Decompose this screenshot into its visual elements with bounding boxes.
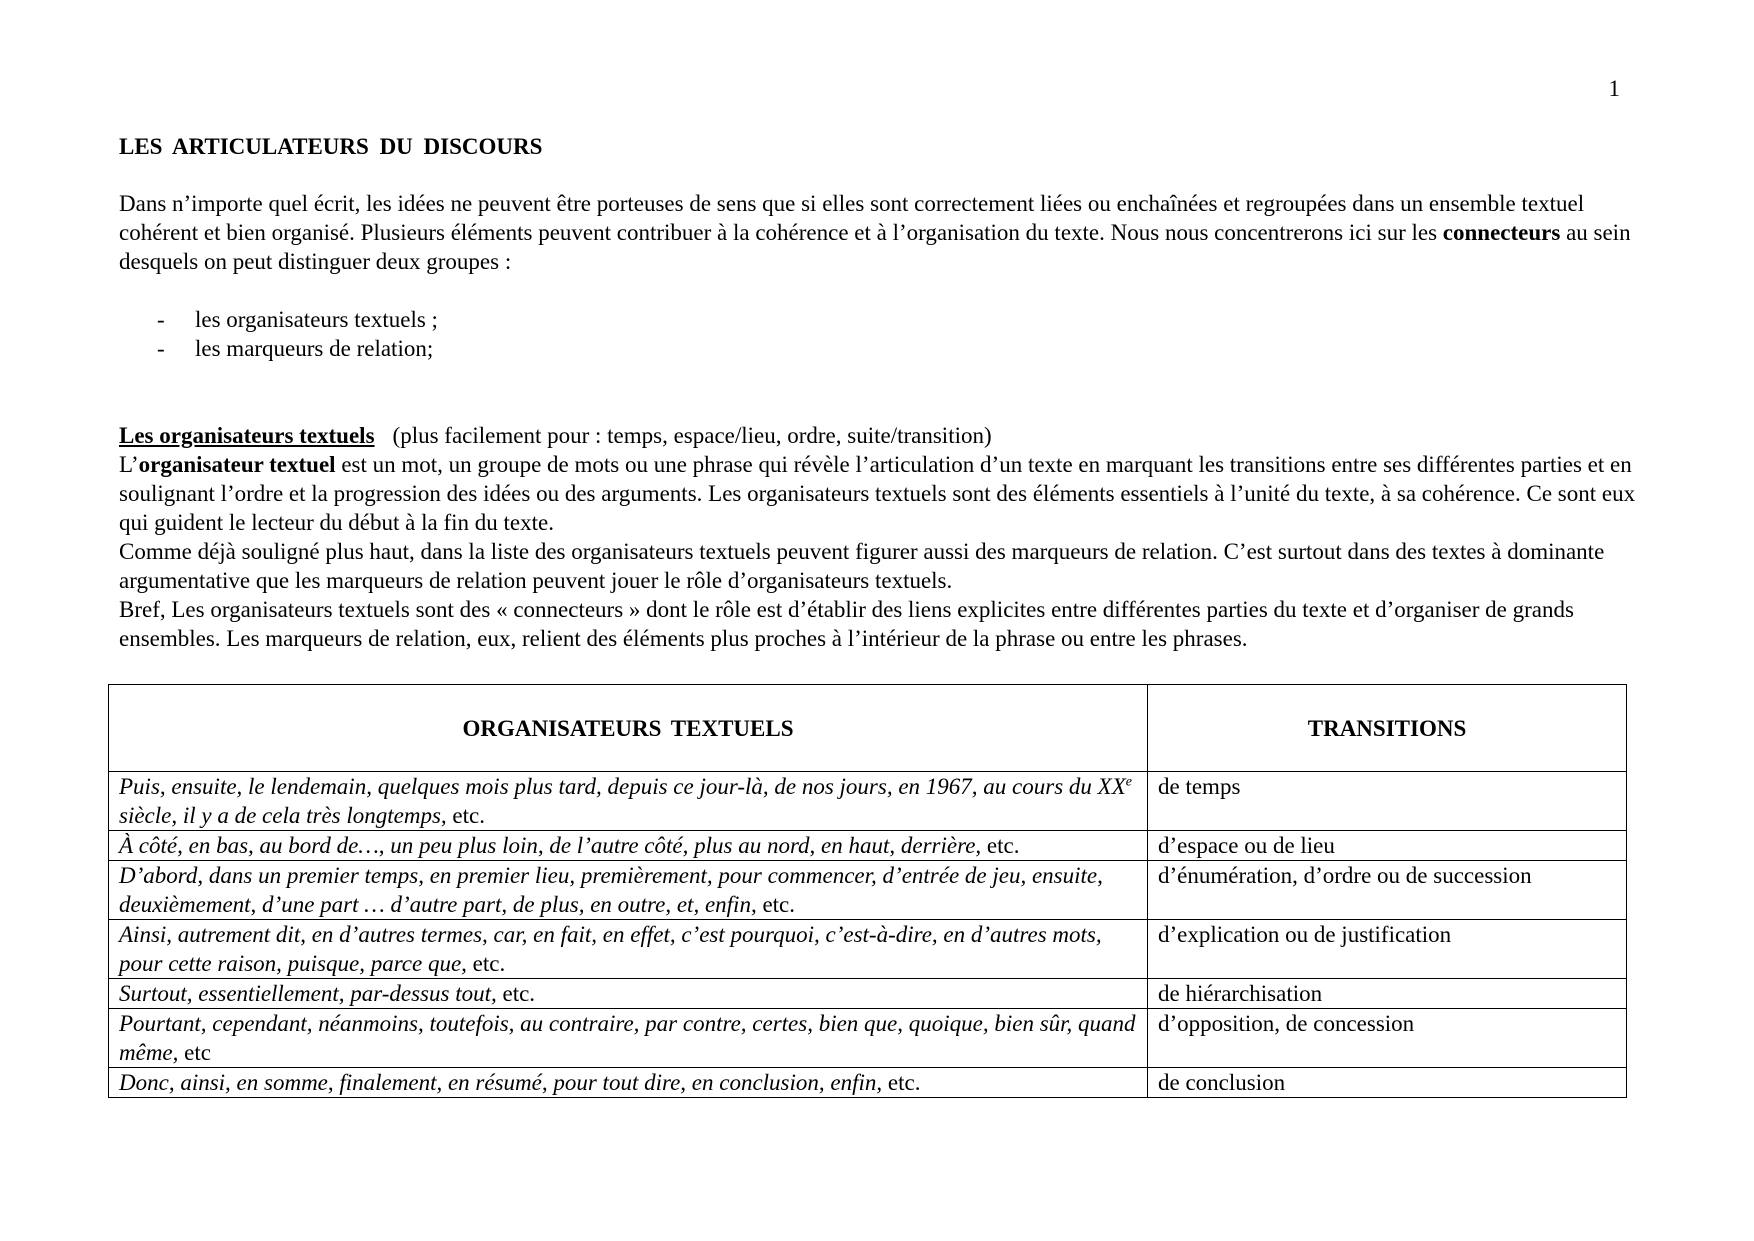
organisateurs-table <box>108 684 1627 1098</box>
cell-transition: de temps <box>1148 772 1627 831</box>
section-heading-note: (plus facilement pour : temps, espace/lieu, ordre, suite/transition) <box>392 423 992 448</box>
org-italic: Donc, ainsi, en somme, finalement, en résumé, pour tout dire, en conclusion, enfin, <box>119 1070 883 1095</box>
table-row <box>109 979 1627 1009</box>
cell-organisateurs <box>109 772 1148 831</box>
header-transitions: TRANSITIONS <box>1148 685 1627 772</box>
intro-text-end: au sein desquels on peut distinguer deux groupes : <box>119 220 1631 274</box>
list-item-text: les marqueurs de relation; <box>195 336 434 361</box>
table-row <box>109 1068 1627 1098</box>
intro-paragraph <box>119 189 1639 276</box>
section-paragraph-1 <box>119 450 1639 537</box>
p1-rest: est un mot, un groupe de mots ou une phrase qui révèle l’articulation d’un texte en marquant les transitions entre ses différentes parties et en soulignant l’ordre et la progression des idées ou des arguments. Les organisateurs textuels sont des éléments essentiels à l’unité du texte, à sa cohérence. Ce sont eux qui guident le lecteur du début à la fin du texte. <box>119 452 1636 535</box>
cell-transition: d’explication ou de justification <box>1148 920 1627 979</box>
group-list <box>157 305 438 363</box>
cell-transition: de conclusion <box>1148 1068 1627 1098</box>
table-row <box>109 831 1627 861</box>
table-row <box>109 920 1627 979</box>
header-organisateurs: ORGANISATEURS TEXTUELS <box>109 685 1148 772</box>
section-heading: Les organisateurs textuels <box>119 423 375 448</box>
org-italic: Ainsi, autrement dit, en d’autres termes, car, en fait, en effet, c’est pourquoi, c’est-à-dire, en d’autres mots, pour cette raison, puisque, parce que, <box>119 922 1102 976</box>
document-title: LES ARTICULATEURS DU DISCOURS <box>119 134 543 159</box>
intro-text-start: Dans n’importe quel écrit, les idées ne peuvent être porteuses de sens que si elles sont correctement liées ou enchaînées et regroupées dans un ensemble textuel cohérent et bien organisé. Plusieurs éléments peuvent contribuer à la cohérence et à l’organisation du texte. Nous nous concentrerons ici sur les <box>119 191 1585 245</box>
cell-organisateurs <box>109 920 1148 979</box>
org-tail: etc. <box>496 981 536 1006</box>
intro-bold-term: connecteurs <box>1442 220 1561 245</box>
list-dash: - <box>157 336 165 361</box>
cell-organisateurs <box>109 1068 1148 1098</box>
org-tail: etc. <box>981 833 1020 858</box>
table-row <box>109 772 1627 831</box>
org-italic: Surtout, essentiellement, par-dessus tout, <box>119 981 497 1006</box>
cell-transition: de hiérarchisation <box>1148 979 1627 1009</box>
list-item <box>157 305 438 334</box>
org-tail: etc. <box>466 951 506 976</box>
cell-organisateurs <box>109 831 1148 861</box>
cell-transition: d’opposition, de concession <box>1148 1009 1627 1068</box>
org-italic: À côté, en bas, au bord de…, un peu plus loin, de l’autre côté, plus au nord, en haut, derrière, <box>119 833 982 858</box>
cell-transition: d’énumération, d’ordre ou de succession <box>1148 861 1627 920</box>
org-italic: D’abord, dans un premier temps, en premier lieu, premièrement, pour commencer, d’entrée de jeu, ensuite, deuxièmement, d’une part … d’autre part, de plus, en outre, et, enfin, <box>119 863 1103 917</box>
page-number: 1 <box>1608 76 1620 101</box>
list-item <box>157 334 438 363</box>
org-italic-cont: siècle, il y a de cela très longtemps, <box>119 803 447 828</box>
p1-start: L’ <box>119 452 139 477</box>
list-dash: - <box>157 307 165 332</box>
table-header-row <box>109 685 1627 772</box>
org-tail: etc. <box>446 803 485 828</box>
list-item-text: les organisateurs textuels ; <box>195 307 438 332</box>
section-paragraph-3: Bref, Les organisateurs textuels sont des « connecteurs » dont le rôle est d’établir des liens explicites entre différentes parties du texte et d’organiser de grands ensembles. Les marqueurs de relation, eux, relient des éléments plus proches à l’intérieur de la phrase ou entre les phrases. <box>119 597 1574 651</box>
cell-transition: d’espace ou de lieu <box>1148 831 1627 861</box>
cell-organisateurs <box>109 979 1148 1009</box>
cell-organisateurs <box>109 1009 1148 1068</box>
section-paragraph-2: Comme déjà souligné plus haut, dans la liste des organisateurs textuels peuvent figurer aussi des marqueurs de relation. C’est surtout dans des textes à dominante argumentative que les marqueurs de relation peuvent jouer le rôle d’organisateurs textuels. <box>119 539 1605 593</box>
org-tail: etc <box>178 1040 211 1065</box>
org-italic: Pourtant, cependant, néanmoins, toutefois, au contraire, par contre, certes, bien que, quoique, bien sûr, quand même, <box>119 1011 1136 1065</box>
org-italic: Puis, ensuite, le lendemain, quelques mois plus tard, depuis ce jour-là, de nos jours, en 1967, au cours du XX <box>119 774 1126 799</box>
p1-bold-term: organisateur textuel <box>138 452 336 477</box>
table-row <box>109 1009 1627 1068</box>
organisateurs-section <box>119 421 1639 653</box>
org-tail: etc. <box>756 892 796 917</box>
cell-organisateurs <box>109 861 1148 920</box>
superscript-e: e <box>1125 774 1132 790</box>
table-row <box>109 861 1627 920</box>
org-tail: etc. <box>882 1070 921 1095</box>
